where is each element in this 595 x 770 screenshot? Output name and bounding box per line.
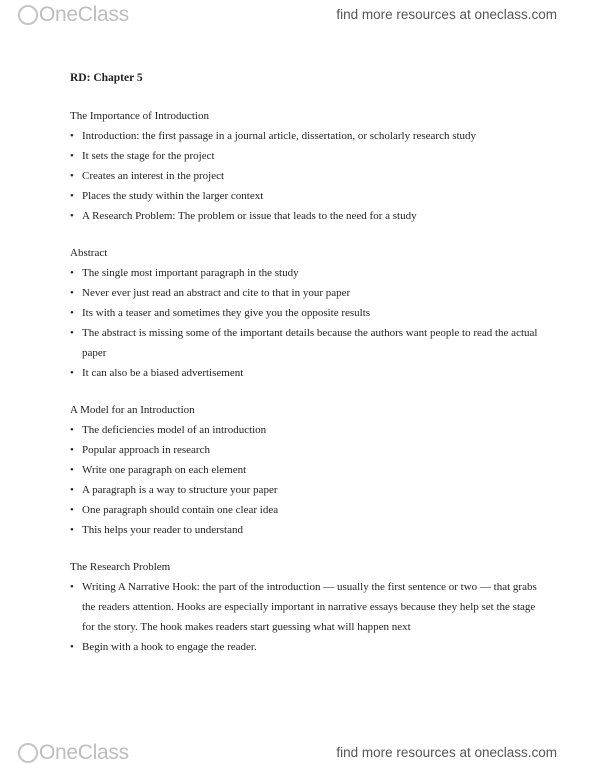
list-item: • Begin with a hook to engage the reader.: [70, 637, 540, 657]
logo-text: OneClass: [39, 3, 129, 26]
resources-link[interactable]: find more resources at oneclass.com: [336, 7, 557, 22]
section-importance-of-introduction: [70, 106, 540, 226]
list-item: • The single most important paragraph in the study: [70, 263, 540, 283]
list-item: • Never ever just read an abstract and cite to that in your paper: [70, 283, 540, 303]
bullet-list: [70, 420, 540, 540]
section-heading: Abstract: [70, 247, 108, 259]
list-item: • It can also be a biased advertisement: [70, 363, 540, 383]
logo-text: OneClass: [39, 741, 129, 764]
document-title: RD: Chapter 5: [70, 72, 143, 84]
list-item: • Introduction: the first passage in a journal article, dissertation, or scholarly research study: [70, 126, 540, 146]
page-header: [0, 0, 595, 30]
oneclass-logo-icon: [18, 5, 38, 25]
list-item: • Write one paragraph on each element: [70, 460, 540, 480]
section-heading: The Importance of Introduction: [70, 110, 209, 122]
section-model-for-introduction: [70, 400, 540, 540]
section-heading: A Model for an Introduction: [70, 404, 195, 416]
bullet-list: [70, 577, 540, 657]
list-item: • A Research Problem: The problem or issue that leads to the need for a study: [70, 206, 540, 226]
section-heading: The Research Problem: [70, 561, 171, 573]
oneclass-logo-icon: [18, 743, 38, 763]
list-item: • Popular approach in research: [70, 440, 540, 460]
page-footer: [0, 738, 595, 768]
list-item: • Creates an interest in the project: [70, 166, 540, 186]
list-item: • One paragraph should contain one clear idea: [70, 500, 540, 520]
list-item: • Its with a teaser and sometimes they give you the opposite results: [70, 303, 540, 323]
list-item: • Places the study within the larger context: [70, 186, 540, 206]
list-item: • A paragraph is a way to structure your paper: [70, 480, 540, 500]
bullet-list: [70, 263, 540, 383]
section-abstract: [70, 243, 540, 383]
oneclass-logo[interactable]: [18, 741, 129, 765]
list-item: • Writing A Narrative Hook: the part of the introduction — usually the first sentence or two — that grabs the readers attention. Hooks are especially important in narrative essays because they help set the stage for the story. The hook makes readers start guessing what will happen next: [70, 577, 540, 637]
oneclass-logo[interactable]: [18, 3, 129, 27]
list-item: • The abstract is missing some of the important details because the authors want people to read the actual paper: [70, 323, 540, 363]
resources-link[interactable]: find more resources at oneclass.com: [336, 745, 557, 760]
section-research-problem: [70, 557, 540, 657]
bullet-list: [70, 126, 540, 226]
list-item: • The deficiencies model of an introduction: [70, 420, 540, 440]
list-item: • It sets the stage for the project: [70, 146, 540, 166]
document-body: [70, 68, 540, 674]
list-item: • This helps your reader to understand: [70, 520, 540, 540]
